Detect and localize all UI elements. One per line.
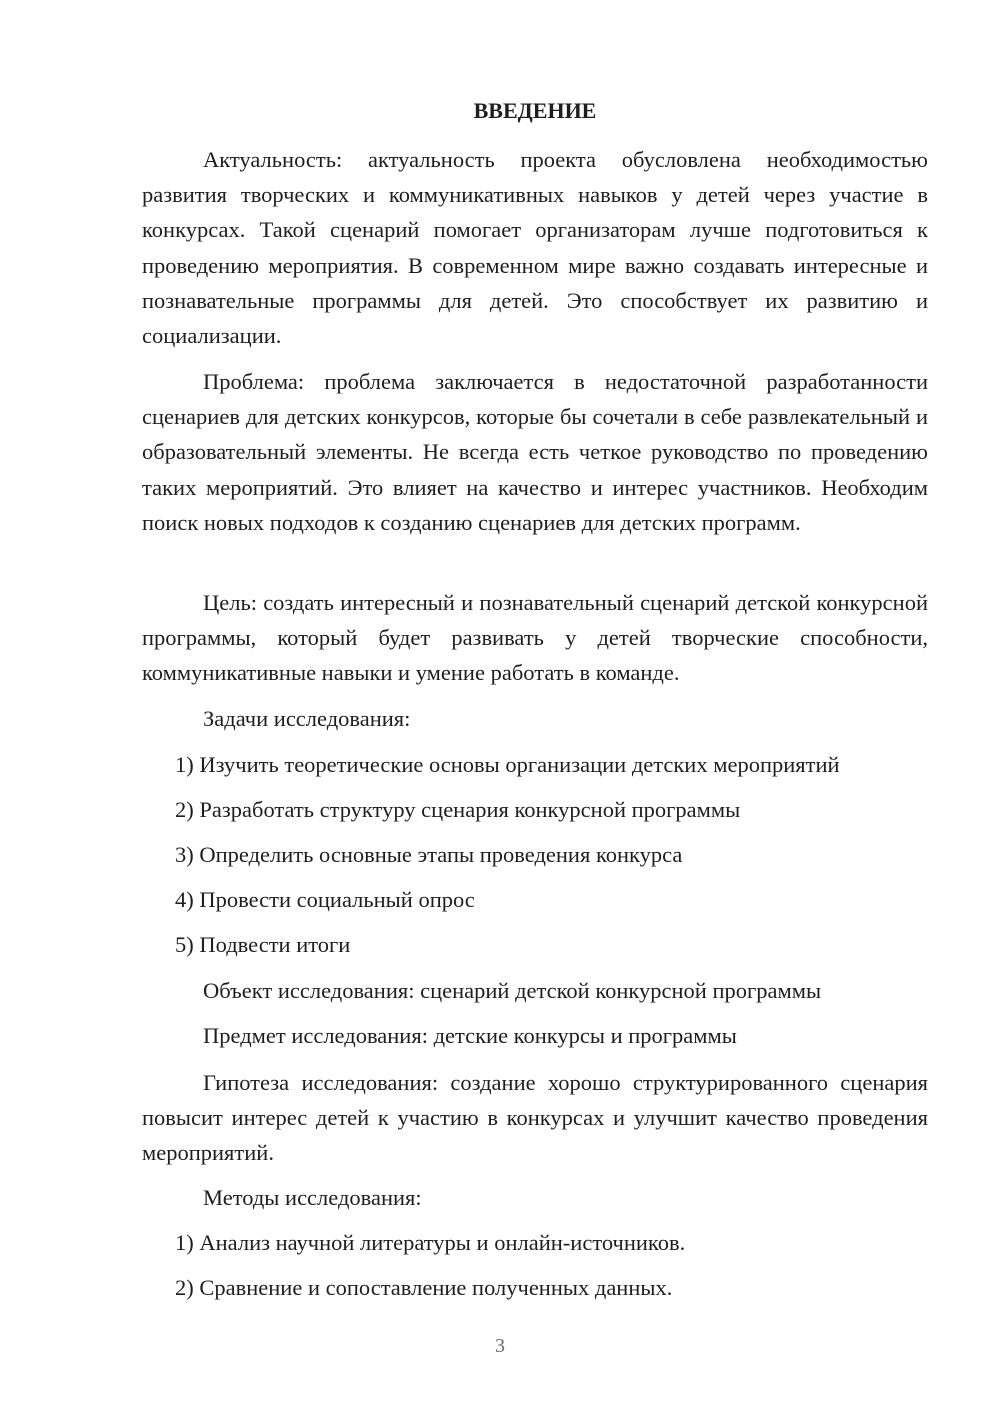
problem-paragraph: Проблема: проблема заключается в недостаточной разработанности сценариев для детских конкурсов, которые бы сочетали в себе развлекательный и образовательный элементы. Не всегда есть четкое руководство по проведению таких мероприятий. Это влияет на качество и интерес участников. Необходим поиск новых подходов к созданию сценариев для детских программ. [142, 369, 928, 535]
methods-heading: Методы исследования: [203, 1185, 422, 1210]
task-item-3: 3) Определить основные этапы проведения конкурса [175, 842, 683, 867]
research-object: Объект исследования: сценарий детской конкурсной программы [203, 978, 822, 1003]
research-subject: Предмет исследования: детские конкурсы и программы [203, 1023, 737, 1048]
task-item-1: 1) Изучить теоретические основы организации детских мероприятий [175, 752, 840, 777]
method-item-1: 1) Анализ научной литературы и онлайн-источников. [175, 1230, 686, 1255]
task-item-4: 4) Провести социальный опрос [175, 887, 475, 912]
page-title: ВВЕДЕНИЕ [473, 98, 597, 123]
method-item-2: 2) Сравнение и сопоставление полученных данных. [175, 1275, 673, 1300]
goal-paragraph: Цель: создать интересный и познавательный сценарий детской конкурсной программы, который будет развивать у детей творческие способности, коммуникативные навыки и умение работать в команде. [142, 590, 928, 686]
page-number: 3 [495, 1335, 505, 1357]
task-item-2: 2) Разработать структуру сценария конкурсной программы [175, 797, 741, 822]
hypothesis-paragraph: Гипотеза исследования: создание хорошо структурированного сценария повысит интерес детей к участию в конкурсах и улучшит качество проведения мероприятий. [142, 1070, 928, 1166]
relevance-paragraph: Актуальность: актуальность проекта обусловлена необходимостью развития творческих и коммуникативных навыков у детей через участие в конкурсах. Такой сценарий помогает организаторам лучше подготовиться к проведению мероприятия. В современном мире важно создавать интересные и познавательные программы для детей. Это способствует их развитию и социализации. [142, 147, 928, 349]
task-item-5: 5) Подвести итоги [175, 932, 351, 957]
tasks-heading: Задачи исследования: [203, 706, 411, 731]
